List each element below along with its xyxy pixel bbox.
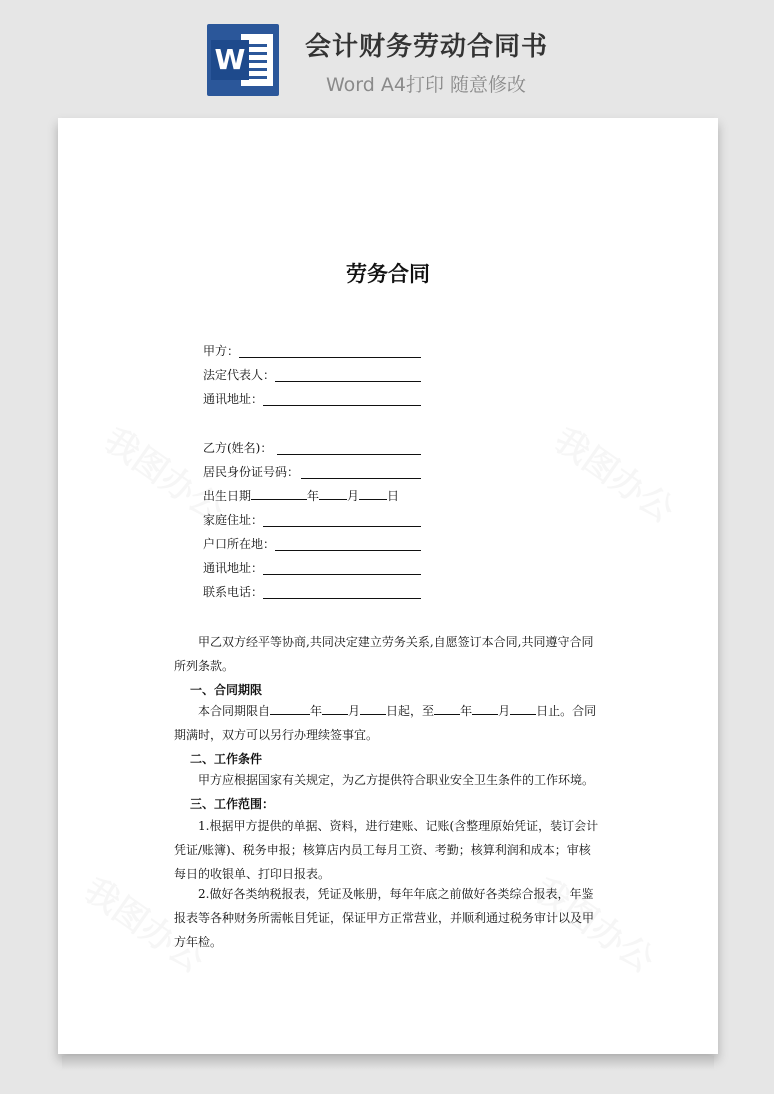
blank-line <box>263 526 421 527</box>
section-3-item-2: 2.做好各类纳税报表，凭证及帐册，每年年底之前做好各类综合报表，年鉴报表等各种财务所需帐目凭证，保证甲方正常营业，并顺利通过税务审计以及甲方年检。 <box>174 887 595 949</box>
section-1-heading: 一、合同期限 <box>190 683 263 697</box>
document-page <box>58 118 718 1054</box>
party-a-name-label: 甲方： <box>203 344 240 358</box>
party-b-home-field[interactable] <box>203 511 421 529</box>
birth-label: 出生日期 <box>203 489 252 503</box>
watermark <box>546 413 686 531</box>
blank-line <box>263 405 421 406</box>
party-a-legal-rep-label: 法定代表人： <box>203 368 276 382</box>
party-a-address-label: 通讯地址： <box>203 392 264 406</box>
document-title: 劳务合同 <box>346 261 430 286</box>
intro-paragraph: 甲乙双方经平等协商,共同决定建立劳务关系,自愿签订本合同,共同遵守合同所列条款。 <box>174 635 594 673</box>
blank-line <box>275 550 421 551</box>
birth-month-blank[interactable] <box>319 487 347 500</box>
birth-year-blank[interactable] <box>251 487 307 500</box>
section-3-item-1: 1.根据甲方提供的单据、资料，进行建账、记账(含整理原始凭证，装订会计凭证/账簿)、税务申报；核算店内员工每月工资、考勤；核算利润和成本；审核每日的收银单、打印日报表。 <box>174 819 599 881</box>
banner-title: 会计财务劳动合同书 <box>305 32 549 62</box>
day-label: 日 <box>387 489 400 503</box>
start-year-blank[interactable] <box>270 702 310 715</box>
end-year-blank[interactable] <box>434 702 460 715</box>
party-b-id-label: 居民身份证号码： <box>203 465 300 479</box>
word-letter-icon: W <box>211 40 249 80</box>
section-3-heading: 三、工作范围： <box>190 797 275 811</box>
end-month-blank[interactable] <box>472 702 498 715</box>
blank-line <box>263 574 421 575</box>
section-2-paragraph: 甲方应根据国家有关规定，为乙方提供符合职业安全卫生条件的工作环境。 <box>198 773 595 787</box>
blank-line <box>275 381 421 382</box>
party-b-birth-field[interactable] <box>203 487 399 505</box>
party-b-address-label: 通讯地址： <box>203 561 264 575</box>
party-a-name-field[interactable] <box>203 342 421 360</box>
month-label: 月 <box>347 489 360 503</box>
party-a-address-field[interactable] <box>203 390 421 408</box>
party-b-id-field[interactable] <box>203 463 421 481</box>
year-label: 年 <box>307 489 320 503</box>
section-2-heading: 二、工作条件 <box>190 752 263 766</box>
party-b-phone-label: 联系电话： <box>203 585 264 599</box>
section-1-paragraph: 本合同期限自 年 月 日起，至 年 月 日止。合同期满时，双方可以另行办理续签事宜。 <box>174 704 597 742</box>
party-b-hukou-field[interactable] <box>203 535 421 553</box>
birth-day-blank[interactable] <box>359 487 387 500</box>
party-b-name-field[interactable] <box>203 439 421 457</box>
party-b-address-field[interactable] <box>203 559 421 577</box>
blank-line <box>239 357 421 358</box>
start-month-blank[interactable] <box>322 702 348 715</box>
page-shadow <box>62 1056 714 1070</box>
end-day-blank[interactable] <box>510 702 536 715</box>
party-b-name-label: 乙方(姓名)： <box>203 441 273 455</box>
banner-subtitle: Word A4打印 随意修改 <box>326 74 527 96</box>
party-b-phone-field[interactable] <box>203 583 421 601</box>
party-a-legal-rep-field[interactable] <box>203 366 421 384</box>
banner <box>0 0 774 118</box>
party-b-home-label: 家庭住址： <box>203 513 264 527</box>
start-day-blank[interactable] <box>360 702 386 715</box>
blank-line <box>277 454 421 455</box>
party-b-hukou-label: 户口所在地： <box>203 537 276 551</box>
blank-line <box>263 598 421 599</box>
blank-line <box>301 478 421 479</box>
word-document-icon <box>207 24 279 96</box>
